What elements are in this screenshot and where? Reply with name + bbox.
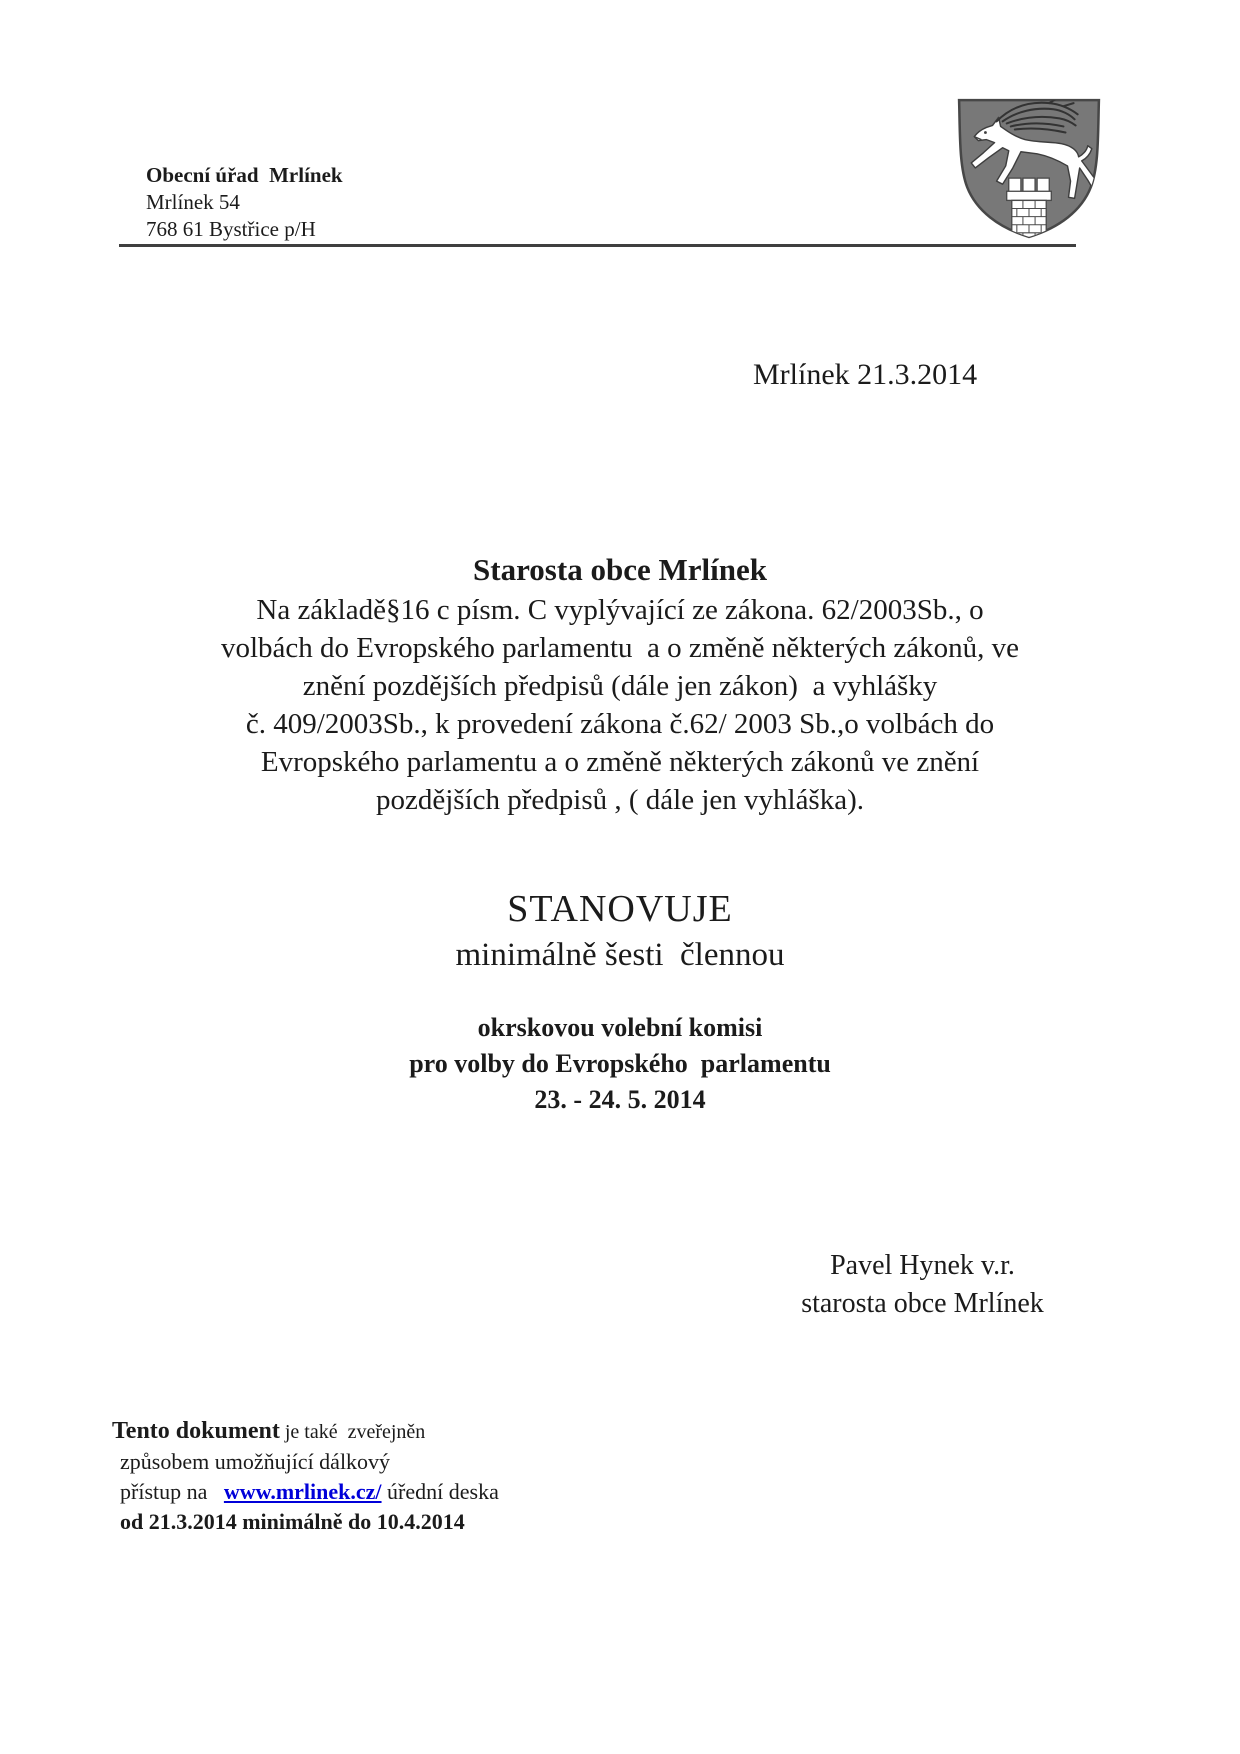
footer-link-prefix: přístup na [120, 1479, 224, 1504]
footer-line-3 [112, 1477, 499, 1507]
header-divider [119, 244, 1076, 247]
commission-line: 23. - 24. 5. 2014 [534, 1085, 706, 1114]
legal-line: pozdějších předpisů , ( dále jen vyhláška). [375, 784, 864, 816]
commission-line: pro volby do Evropského parlamentu [409, 1049, 831, 1078]
legal-line: Na základě§16 c písm. C vyplývající ze zákona. 62/2003Sb., o [256, 594, 984, 626]
legal-line: volbách do Evropského parlamentu a o změně některých zákonů, ve [220, 632, 1019, 664]
office-name: Obecní úřad Mrlínek [146, 163, 343, 187]
signatory-role: starosta obce Mrlínek [801, 1288, 1044, 1319]
document-title: Starosta obce Mrlínek [473, 552, 767, 587]
stag-eye [984, 131, 987, 134]
office-address-line2: 768 61 Bystřice p/H [146, 217, 316, 241]
signature-block [700, 1247, 1145, 1323]
footer-link-suffix: úřední deska [381, 1479, 499, 1504]
footer-line-4: od 21.3.2014 minimálně do 10.4.2014 [120, 1509, 465, 1534]
letterhead [146, 162, 343, 243]
mrlinek-website-link[interactable]: www.mrlinek.cz/ [223, 1479, 382, 1504]
footer-line-2: způsobem umožňující dálkový [120, 1449, 391, 1474]
coat-of-arms-icon [952, 95, 1106, 245]
legal-line: č. 409/2003Sb., k provedení zákona č.62/ 2003 Sb.,o volbách do [245, 708, 995, 740]
decree-verb: STANOVUJE [507, 888, 733, 930]
office-address-line1: Mrlínek 54 [146, 190, 240, 214]
footer-intro-rest: je také zveřejněn [279, 1421, 426, 1443]
publication-footer [112, 1416, 499, 1537]
footer-intro-bold: Tento dokument [112, 1418, 280, 1444]
legal-paragraph [140, 591, 1100, 819]
commission-line: okrskovou volební komisi [477, 1013, 763, 1042]
decree-subject: minimálně šesti člennou [455, 937, 785, 973]
legal-line: Evropského parlamentu a o změně některých zákonů ve znění [260, 746, 980, 778]
document-date: Mrlínek 21.3.2014 [753, 358, 978, 391]
legal-line: znění pozdějších předpisů (dále jen zákon) a vyhlášky [302, 670, 938, 702]
footer-line-1 [112, 1416, 499, 1447]
commission-block [140, 1010, 1100, 1118]
signatory-name: Pavel Hynek v.r. [830, 1250, 1015, 1281]
